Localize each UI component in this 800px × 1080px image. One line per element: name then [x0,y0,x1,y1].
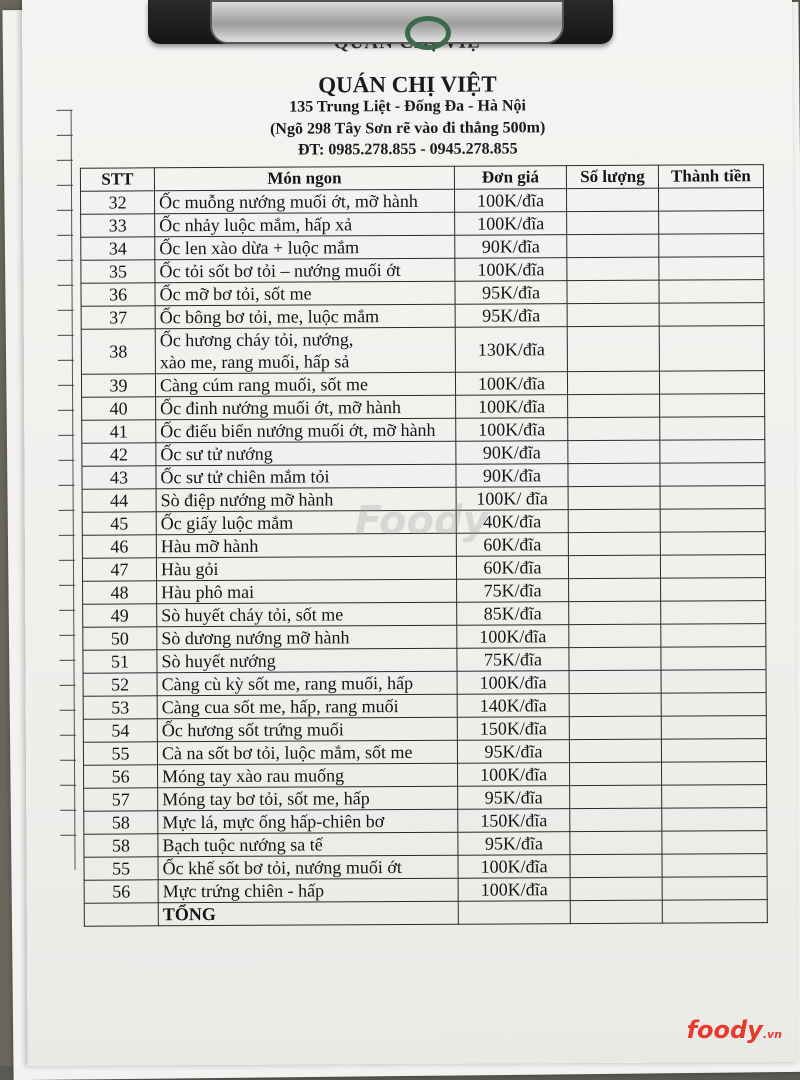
amount-cell [661,762,766,786]
dish-price: 75K/đĩa [457,579,569,603]
dish-price: 140K/đĩa [457,694,569,718]
dish-name: Ốc nhảy luộc mắm, hấp xả [155,212,455,237]
key-ring-icon [405,16,451,50]
dish-price: 85K/đĩa [457,602,569,626]
header-dish: Món ngon [154,166,454,191]
dish-price: 130K/đĩa [455,327,567,373]
quantity-cell [566,188,658,211]
row-number: 53 [83,696,157,719]
amount-cell [662,877,767,901]
dish-price: 100K/đĩa [458,763,570,787]
dish-name: Hàu gỏi [156,556,456,581]
quantity-cell [569,693,661,716]
amount-cell [660,486,765,510]
amount-cell [660,509,765,533]
restaurant-directions: (Ngõ 298 Tây Sơn rẽ vào đi thẳng 500m) [270,119,546,138]
dish-name: Càng cúm rang muối, sốt me [155,372,455,397]
row-number: 58 [84,811,158,834]
row-number: 56 [84,880,158,903]
row-number: 50 [83,627,157,650]
amount-cell [659,303,764,327]
dish-name: Hàu phô mai [157,579,457,604]
quantity-cell [568,417,660,440]
dish-price: 100K/đĩa [458,855,570,879]
dish-name: Ốc giấy luộc mắm [156,510,456,535]
amount-cell [661,647,766,671]
header-price: Đơn giá [454,166,566,190]
dish-price: 95K/đĩa [455,281,567,305]
row-number: 55 [84,857,158,880]
quantity-cell [569,624,661,647]
amount-cell [662,808,767,832]
quantity-cell [569,578,661,601]
back-page-margin-lines [23,110,87,870]
dish-price: 150K/đĩa [457,717,569,741]
quantity-cell [567,326,659,371]
row-number: 37 [81,306,155,329]
amount-cell [661,601,766,625]
total-quantity-cell [570,900,662,923]
row-number: 58 [84,834,158,857]
dish-name: Ốc hương sốt trứng muối [157,717,457,742]
quantity-cell [567,234,659,257]
quantity-cell [567,303,659,326]
row-number: 46 [82,535,156,558]
row-number: 35 [81,260,155,283]
menu-sheet [22,0,798,1066]
amount-cell [660,555,765,579]
dish-price: 90K/đĩa [455,235,567,259]
quantity-cell [568,463,660,486]
amount-cell [662,831,767,855]
dish-price: 100K/đĩa [455,212,567,236]
foody-watermark: Foody [354,497,489,545]
row-number: 42 [82,443,156,466]
dish-price: 100K/đĩa [456,418,568,442]
row-number: 55 [83,742,157,765]
foody-logo-suffix: .vn [762,1028,782,1041]
menu-table [80,164,768,927]
row-number: 39 [81,374,155,397]
dish-name: Mực trứng chiên - hấp [158,878,458,903]
dish-name: Mực lá, mực ống hấp-chiên bơ [158,809,458,834]
quantity-cell [570,877,662,900]
dish-price: 100K/đĩa [454,189,566,213]
dish-price: 100K/đĩa [455,258,567,282]
brand-watermark [687,1001,782,1044]
dish-name: Bạch tuộc nướng sa tế [158,832,458,857]
dish-name-line1: Ốc hương cháy tỏi, nướng, [159,329,354,351]
brand-liket: My LiKet [727,1001,782,1016]
dish-price: 100K/đĩa [455,372,567,396]
amount-cell [661,670,766,694]
amount-cell [659,326,764,372]
row-number: 48 [83,581,157,604]
dish-price: 100K/đĩa [457,625,569,649]
amount-cell [660,532,765,556]
quantity-cell [570,831,662,854]
dish-name: Ốc sư tử nướng [156,441,456,466]
amount-cell [659,371,764,395]
quantity-cell [568,509,660,532]
amount-cell [661,624,766,648]
dish-name: Ốc khế sốt bơ tỏi, nướng muối ớt [158,855,458,880]
row-number: 47 [82,558,156,581]
quantity-cell [567,280,659,303]
dish-name: Sò dương nướng mỡ hành [157,625,457,650]
quantity-cell [570,762,662,785]
dish-name: Ốc len xào dừa + luộc mắm [155,235,455,260]
row-number: 40 [82,397,156,420]
dish-name: Cà na sốt bơ tỏi, luộc mắm, sốt me [157,740,457,765]
amount-cell [660,417,765,441]
amount-cell [661,578,766,602]
dish-name: Ốc muỗng nướng muối ớt, mỡ hành [155,189,455,214]
dish-name: Sò huyết nướng [157,648,457,673]
dish-name: Ốc điếu biển nướng muối ớt, mỡ hành [156,418,456,443]
dish-price: 90K/đĩa [456,464,568,488]
dish-name: Ốc bông bơ tỏi, me, luộc mắm [155,304,455,329]
dish-price: 40K/đĩa [456,510,568,534]
dish-name: Càng cua sốt me, hấp, rang muối [157,694,457,719]
row-number: 51 [83,650,157,673]
dish-name: Sò huyết cháy tỏi, sốt me [157,602,457,627]
dish-name: Ốc sư tử chiên mắm tỏi [156,464,456,489]
row-number: 36 [81,283,155,306]
dish-price: 150K/đĩa [458,809,570,833]
dish-name: Ốc tỏi sốt bơ tỏi – nướng muối ớt [155,258,455,283]
quantity-cell [570,785,662,808]
quantity-cell [567,371,659,394]
quantity-cell [568,555,660,578]
quantity-cell [570,808,662,831]
amount-cell [661,693,766,717]
header-stt: STT [80,168,154,191]
quantity-cell [569,601,661,624]
quantity-cell [569,670,661,693]
table-row [81,326,764,375]
restaurant-address: 135 Trung Liệt - Đống Đa - Hà Nội [289,97,526,116]
quantity-cell [567,257,659,280]
quantity-cell [569,739,661,762]
quantity-cell [569,647,661,670]
dish-price: 90K/đĩa [456,441,568,465]
dish-name: Càng cù kỳ sốt me, rang muối, hấp [157,671,457,696]
amount-cell [661,739,766,763]
dish-price: 100K/đĩa [457,671,569,695]
dish-name: Ốc mỡ bơ tỏi, sốt me [155,281,455,306]
amount-cell [660,394,765,418]
quantity-cell [570,854,662,877]
row-number: 49 [83,604,157,627]
quantity-cell [568,394,660,417]
amount-cell [661,716,766,740]
quantity-cell [567,211,659,234]
amount-cell [660,463,765,487]
row-number: 33 [81,214,155,237]
total-stt-cell [84,903,158,926]
restaurant-name: QUÁN CHỊ VIỆT [318,71,497,98]
row-number: 43 [82,466,156,489]
row-number: 54 [83,719,157,742]
foody-logo-icon [687,1016,782,1044]
quantity-cell [568,440,660,463]
row-number: 56 [84,765,158,788]
dish-name-line2: xào me, rang muối, hấp sả [159,351,350,373]
row-number: 52 [83,673,157,696]
dish-price: 95K/đĩa [458,786,570,810]
row-number: 38 [81,329,155,374]
dish-price: 75K/đĩa [457,648,569,672]
foody-logo-text: foody [686,1016,763,1044]
dish-name [155,327,455,374]
total-label: TỔNG [158,901,458,926]
restaurant-phone: ĐT: 0985.278.855 - 0945.278.855 [297,140,518,159]
amount-cell [659,280,764,304]
total-price-cell [458,901,570,925]
dish-name: Móng tay bơ tỏi, sốt me, hấp [158,786,458,811]
quantity-cell [568,532,660,555]
row-number: 44 [82,489,156,512]
amount-cell [659,211,764,235]
total-amount-cell [662,900,767,924]
row-number: 32 [81,191,155,214]
row-number: 41 [82,420,156,443]
row-number: 57 [84,788,158,811]
amount-cell [662,854,767,878]
clipboard-clip-bar [210,0,564,44]
quantity-cell [569,716,661,739]
quantity-cell [568,486,660,509]
dish-price: 100K/đĩa [456,395,568,419]
header-quantity: Số lượng [566,165,658,188]
dish-name: Sò điệp nướng mỡ hành [156,487,456,512]
amount-cell [662,785,767,809]
dish-price: 95K/đĩa [455,304,567,328]
dish-price: 95K/đĩa [458,832,570,856]
header-amount: Thành tiền [658,165,763,189]
row-number: 34 [81,237,155,260]
row-number: 45 [82,512,156,535]
dish-price: 60K/đĩa [456,533,568,557]
dish-price: 100K/ đĩa [456,487,568,511]
dish-name: Móng tay xào rau muống [158,763,458,788]
dish-name: Hàu mỡ hành [156,533,456,558]
amount-cell [660,440,765,464]
dish-name: Ốc đinh nướng muối ớt, mỡ hành [156,395,456,420]
amount-cell [659,234,764,258]
amount-cell [659,257,764,281]
dish-price: 95K/đĩa [457,740,569,764]
total-row [84,900,767,927]
amount-cell [658,188,763,212]
dish-price: 60K/đĩa [456,556,568,580]
dish-price: 100K/đĩa [458,878,570,902]
